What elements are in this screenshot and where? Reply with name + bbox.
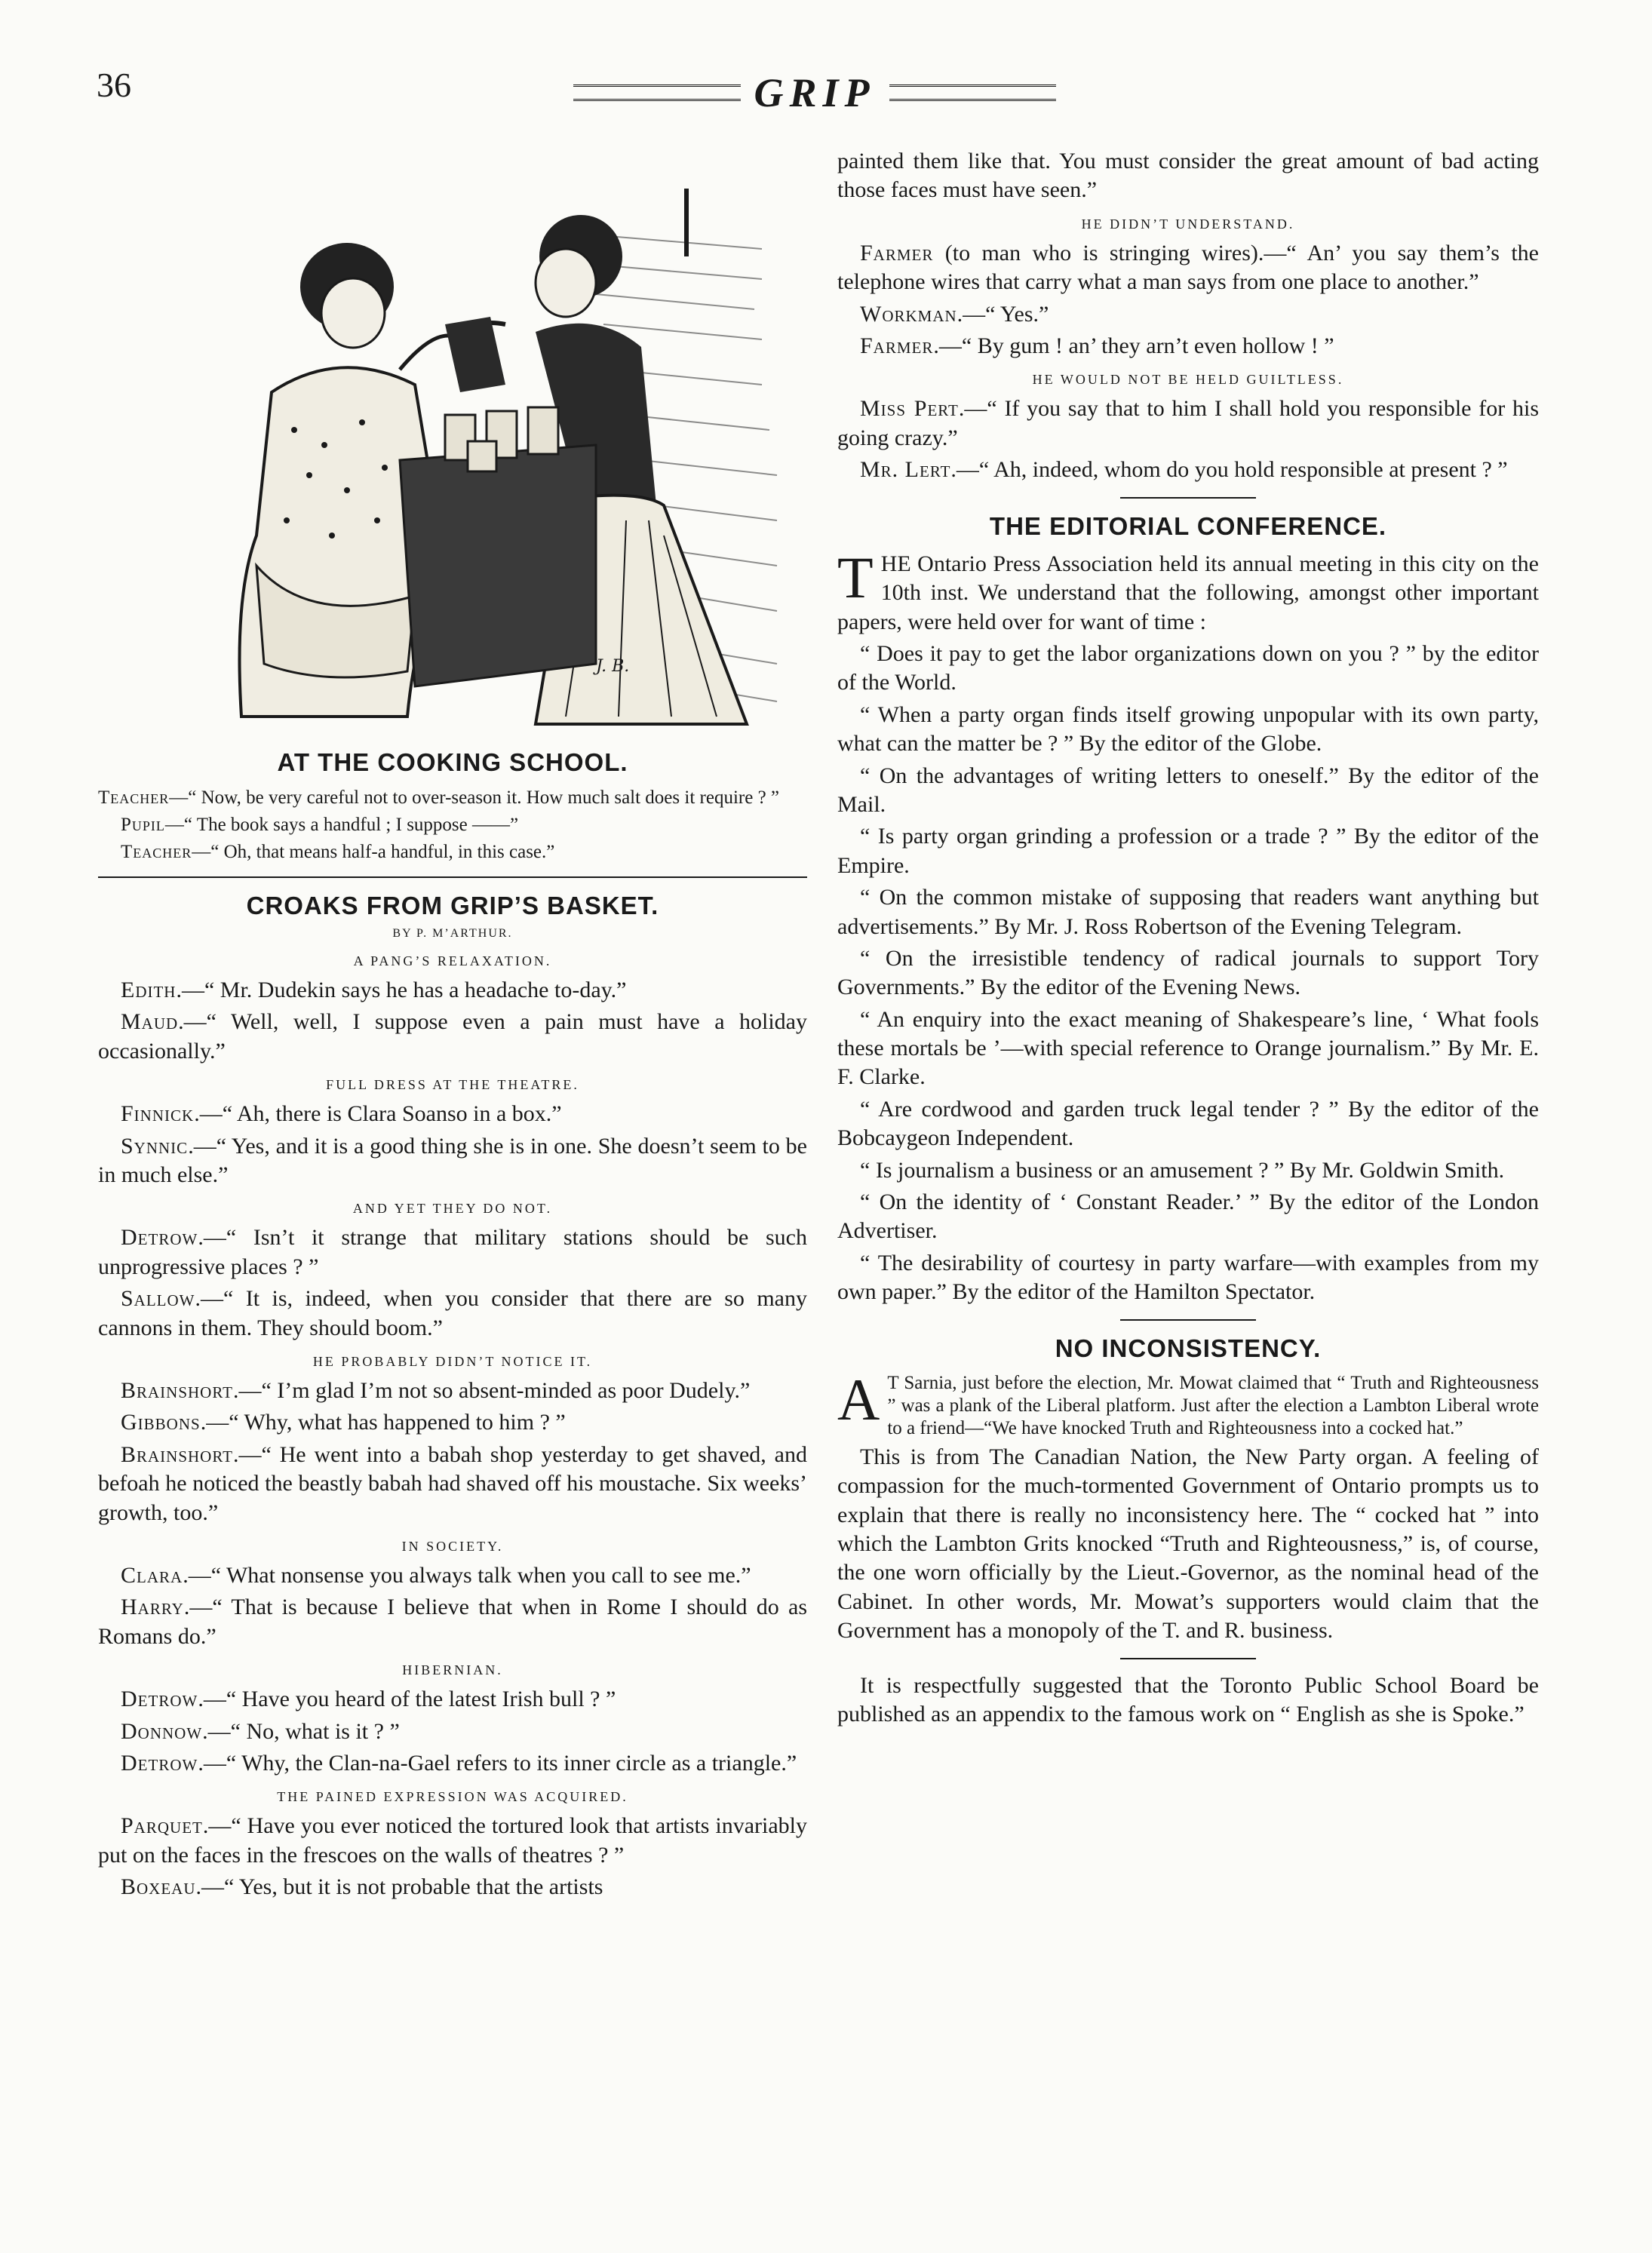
- dropcap: T: [837, 544, 874, 610]
- dialogue: .—“ If you say that to him I shall hold you responsible for his going crazy.”: [837, 396, 1539, 450]
- editorial-item: “ An enquiry into the exact meaning of Shakespeare’s line, ‘ What fools these mortals be ’—with special reference to Orange journalism.” By Mr. E. F. Clarke.: [837, 1006, 1539, 1090]
- speaker: Mr. Lert: [860, 457, 951, 483]
- masthead-title: GRIP: [754, 70, 876, 115]
- speaker: Miss Pert: [860, 396, 959, 422]
- speaker: Finnick: [121, 1101, 195, 1127]
- croaks-continuation: painted them like that. You must consider the great amount of bad acting those faces must have seen.”: [837, 149, 1539, 203]
- dialogue: .—“ Yes.”: [957, 301, 1049, 327]
- dialogue: .—“ Well, well, I suppose even a pain must have a holiday occasionally.”: [98, 1009, 807, 1064]
- cooking-title: AT THE COOKING SCHOOL.: [277, 748, 628, 776]
- speaker: Synnic: [121, 1133, 189, 1159]
- editorial-intro: HE Ontario Press Association held its annual meeting in this city on the 10th inst. We understand that the following, amongst other important papers, were held over for want of time :: [837, 551, 1539, 634]
- section-heading: THE PAINED EXPRESSION WAS ACQUIRED.: [277, 1789, 628, 1805]
- right-column: [837, 147, 1539, 1732]
- dialogue: .—“ No, what is it ? ”: [202, 1718, 400, 1744]
- divider: [1120, 1658, 1256, 1659]
- dialogue: .—“ Yes, and it is a good thing she is in one. She doesn’t seem to be in much else.”: [98, 1133, 807, 1187]
- editorial-item: “ Are cordwood and garden truck legal tender ? ” By the editor of the Bobcaygeon Independent.: [837, 1096, 1539, 1151]
- speaker: Workman: [860, 301, 957, 327]
- editorial-item: “ On the common mistake of supposing that readers want anything but advertisements.” By Mr. J. Ross Robertson of the Evening Telegram.: [837, 885, 1539, 939]
- masthead-rule-left: [573, 84, 741, 101]
- dialogue: .—“ Isn’t it strange that military stations should be such unprogressive places ? ”: [98, 1225, 807, 1279]
- speaker: Farmer: [860, 333, 934, 358]
- editorial-item: “ When a party organ finds itself growing unpopular with its own party, what can the matter be ? ” By the editor of the Globe.: [837, 701, 1539, 757]
- editorial-item: “ Is party organ grinding a profession or a trade ? ” By the editor of the Empire.: [837, 824, 1539, 878]
- inconsistency-title: NO INCONSISTENCY.: [1055, 1334, 1322, 1362]
- dialogue: .—“ I’m glad I’m not so absent-minded as poor Dudely.”: [232, 1377, 751, 1403]
- speaker: Teacher: [121, 842, 192, 863]
- dialogue: (to man who is stringing wires).—“ An’ you say them’s the telephone wires that carry what a man says from one place to another.”: [837, 240, 1539, 295]
- speaker: Farmer: [860, 240, 934, 266]
- croaks-byline: BY P. M’ARTHUR.: [392, 927, 513, 941]
- dialogue: .—“ He went into a babah shop yesterday to get shaved, and befoah he noticed the beastly babah had shaved off his moustache. Six weeks’ growth, too.”: [98, 1441, 807, 1525]
- speaker: Donnow: [121, 1718, 203, 1744]
- cooking-school-illustration: [113, 143, 792, 739]
- section-heading: A PANG’S RELAXATION.: [353, 953, 552, 968]
- section-heading: HE DIDN’T UNDERSTAND.: [1081, 216, 1295, 232]
- dialogue: .—“ Have you heard of the latest Irish bull ? ”: [198, 1687, 616, 1712]
- editorial-title: THE EDITORIAL CONFERENCE.: [989, 511, 1387, 540]
- dialogue: —“ Oh, that means half-a handful, in this case.”: [192, 842, 555, 863]
- speaker: Parquet: [121, 1813, 203, 1839]
- cooking-caption: [98, 786, 807, 864]
- illustration-signature: J. B.: [596, 657, 630, 676]
- dialogue: .—“ What nonsense you always talk when you call to see me.”: [183, 1562, 751, 1588]
- dialogue: .—“ Yes, but it is not probable that the artists: [195, 1874, 603, 1900]
- section-heading: AND YET THEY DO NOT.: [352, 1201, 553, 1217]
- dialogue: .—“ Ah, indeed, whom do you hold responsible at present ? ”: [950, 457, 1508, 483]
- closing-paragraph: It is respectfully suggested that the Toronto Public School Board be published as an appendix to the famous work on “ English as she is Spoke.”: [837, 1672, 1539, 1727]
- dialogue: .—“ Why, what has happened to him ? ”: [200, 1410, 566, 1435]
- editorial-item: “ Does it pay to get the labor organizations down on you ? ” by the editor of the World.: [837, 640, 1539, 695]
- dialogue: .—“ By gum ! an’ they arn’t even hollow ! ”: [933, 333, 1334, 358]
- speaker: Brainshort: [121, 1377, 233, 1403]
- dropcap: A: [837, 1366, 880, 1432]
- editorial-item: “ The desirability of courtesy in party warfare—with examples from my own paper.” By the editor of the Hamilton Spectator.: [837, 1250, 1539, 1305]
- speaker: Teacher: [98, 787, 170, 809]
- masthead: [573, 69, 1056, 116]
- masthead-rule-right: [889, 84, 1057, 101]
- editorial-item: “ On the advantages of writing letters to oneself.” By the editor of the Mail.: [837, 763, 1539, 817]
- editorial-item: “ On the irresistible tendency of radical journals to support Tory Governments.” By the editor of the Evening News.: [837, 945, 1539, 1000]
- dialogue: .—“ That is because I believe that when in Rome I should do as Romans do.”: [98, 1595, 807, 1649]
- section-heading: HE WOULD NOT BE HELD GUILTLESS.: [1032, 372, 1344, 388]
- speaker: Detrow: [121, 1225, 198, 1251]
- section-heading: HE PROBABLY DIDN’T NOTICE IT.: [312, 1353, 593, 1369]
- dialogue: .—“ Have you ever noticed the tortured look that artists invariably put on the faces in the frescoes on the walls of theatres ? ”: [98, 1813, 807, 1868]
- dialogue: .—“ It is, indeed, when you consider that there are so many cannons in them. They should boom.”: [98, 1286, 807, 1340]
- speaker: Pupil: [121, 815, 165, 836]
- speaker: Detrow: [121, 1750, 198, 1776]
- editorial-item: “ On the identity of ‘ Constant Reader.’ ” By the editor of the London Advertiser.: [837, 1189, 1539, 1244]
- section-heading: IN SOCIETY.: [401, 1538, 504, 1554]
- speaker: Sallow: [121, 1286, 195, 1312]
- speaker: Detrow: [121, 1687, 198, 1712]
- dialogue: .—“ Why, the Clan-na-Gael refers to its inner circle as a triangle.”: [198, 1750, 797, 1776]
- divider: [98, 876, 807, 878]
- editorial-item: “ Is journalism a business or an amusement ? ” By Mr. Goldwin Smith.: [860, 1157, 1505, 1183]
- dialogue: —“ Now, be very careful not to over-season it. How much salt does it require ? ”: [169, 787, 780, 809]
- divider: [1120, 497, 1256, 499]
- speaker: Harry: [121, 1595, 184, 1620]
- divider: [1120, 1319, 1256, 1321]
- dialogue: —“ The book says a handful ; I suppose ——”: [164, 815, 519, 836]
- section-heading: HIBERNIAN.: [402, 1662, 503, 1678]
- section-heading: FULL DRESS AT THE THEATRE.: [326, 1077, 579, 1093]
- speaker: Maud: [121, 1009, 179, 1035]
- inconsistency-body: This is from The Canadian Nation, the New Party organ. A feeling of compassion for the much-tormented Government of Ontario prompts us to explain that there is really no inconsistency here. The “ cocked hat ” into which the Lambton Grits knocked “Truth and Righteousness,” is, of course, the one worn officially by the Lieut.-Governor, as the nominal head of the Cabinet. In other words, Mr. Mowat’s supporters would claim that the Government has a monopoly of the T. and R. business.: [837, 1444, 1539, 1644]
- dialogue: .—“ Mr. Dudekin says he has a headache to-day.”: [176, 977, 627, 1002]
- page-number: 36: [97, 66, 131, 104]
- speaker: Edith: [121, 977, 177, 1002]
- speaker: Brainshort: [121, 1441, 233, 1467]
- left-column: [98, 143, 807, 1905]
- speaker: Clara: [121, 1562, 183, 1588]
- dialogue: .—“ Ah, there is Clara Soanso in a box.”: [194, 1101, 562, 1127]
- inconsistency-quote: T Sarnia, just before the election, Mr. Mowat claimed that “ Truth and Righteousness ” was a plank of the Liberal platform. Just after the election a Lambton Liberal wrote to a friend—“We have knocked Truth and Righteousness into a cocked hat.”: [887, 1372, 1539, 1438]
- speaker: Boxeau: [121, 1874, 196, 1900]
- speaker: Gibbons: [121, 1410, 201, 1435]
- croaks-title: CROAKS FROM GRIP’S BASKET.: [246, 892, 659, 920]
